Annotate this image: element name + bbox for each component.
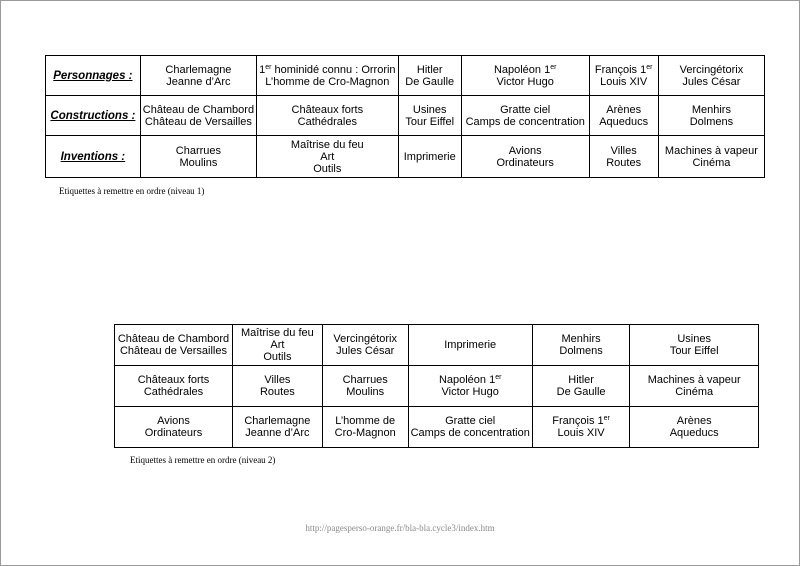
row-inventions <box>46 136 765 178</box>
cell: Imprimerie <box>408 325 532 366</box>
caption-niveau-2: Etiquettes à remettre en ordre (niveau 2) <box>130 455 276 465</box>
table-row <box>115 407 759 448</box>
cell: Villes Routes <box>232 366 322 407</box>
cell: François 1er Louis XIV <box>532 407 630 448</box>
cell: Usines Tour Eiffel <box>398 96 461 136</box>
cell: Hitler De Gaulle <box>398 56 461 96</box>
cell: Gratte ciel Camps de concentration <box>461 96 589 136</box>
table-row <box>115 325 759 366</box>
cell: Maîtrise du feu Art Outils <box>232 325 322 366</box>
caption-niveau-1: Etiquettes à remettre en ordre (niveau 1) <box>59 186 205 196</box>
header-inventions: Inventions : <box>46 136 141 178</box>
cell: Avions Ordinateurs <box>115 407 233 448</box>
cell: Charrues Moulins <box>322 366 408 407</box>
table-row <box>115 366 759 407</box>
row-constructions <box>46 96 765 136</box>
cell: Arènes Aqueducs <box>589 96 658 136</box>
cell: Château de Chambord Château de Versailles <box>140 96 256 136</box>
cell: Château de Chambord Château de Versailles <box>115 325 233 366</box>
cell: Napoléon 1er Victor Hugo <box>461 56 589 96</box>
cell: Machines à vapeur Cinéma <box>630 366 759 407</box>
cell: Maîtrise du feu Art Outils <box>257 136 398 178</box>
cell: Charlemagne Jeanne d’Arc <box>232 407 322 448</box>
row-personnages <box>46 56 765 96</box>
table-niveau-1 <box>45 55 765 178</box>
cell: Charrues Moulins <box>140 136 256 178</box>
cell: Villes Routes <box>589 136 658 178</box>
cell: Menhirs Dolmens <box>658 96 764 136</box>
cell: Châteaux forts Cathédrales <box>115 366 233 407</box>
cell: 1er hominidé connu : Orrorin L’homme de Cro-Magnon <box>257 56 398 96</box>
table-niveau-2 <box>114 324 759 448</box>
cell: Vercingétorix Jules César <box>322 325 408 366</box>
cell: Vercingétorix Jules César <box>658 56 764 96</box>
header-constructions: Constructions : <box>46 96 141 136</box>
cell: Avions Ordinateurs <box>461 136 589 178</box>
cell: Charlemagne Jeanne d’Arc <box>140 56 256 96</box>
cell: Usines Tour Eiffel <box>630 325 759 366</box>
cell: Napoléon 1er Victor Hugo <box>408 366 532 407</box>
cell: Menhirs Dolmens <box>532 325 630 366</box>
cell: Arènes Aqueducs <box>630 407 759 448</box>
cell: François 1er Louis XIV <box>589 56 658 96</box>
cell: Machines à vapeur Cinéma <box>658 136 764 178</box>
cell: Châteaux forts Cathédrales <box>257 96 398 136</box>
cell: Imprimerie <box>398 136 461 178</box>
cell: Hitler De Gaulle <box>532 366 630 407</box>
cell: L’homme de Cro-Magnon <box>322 407 408 448</box>
header-personnages: Personnages : <box>46 56 141 96</box>
footer-url: http://pagesperso-orange.fr/bla-bla.cycle3/index.htm <box>305 523 495 533</box>
cell: Gratte ciel Camps de concentration <box>408 407 532 448</box>
